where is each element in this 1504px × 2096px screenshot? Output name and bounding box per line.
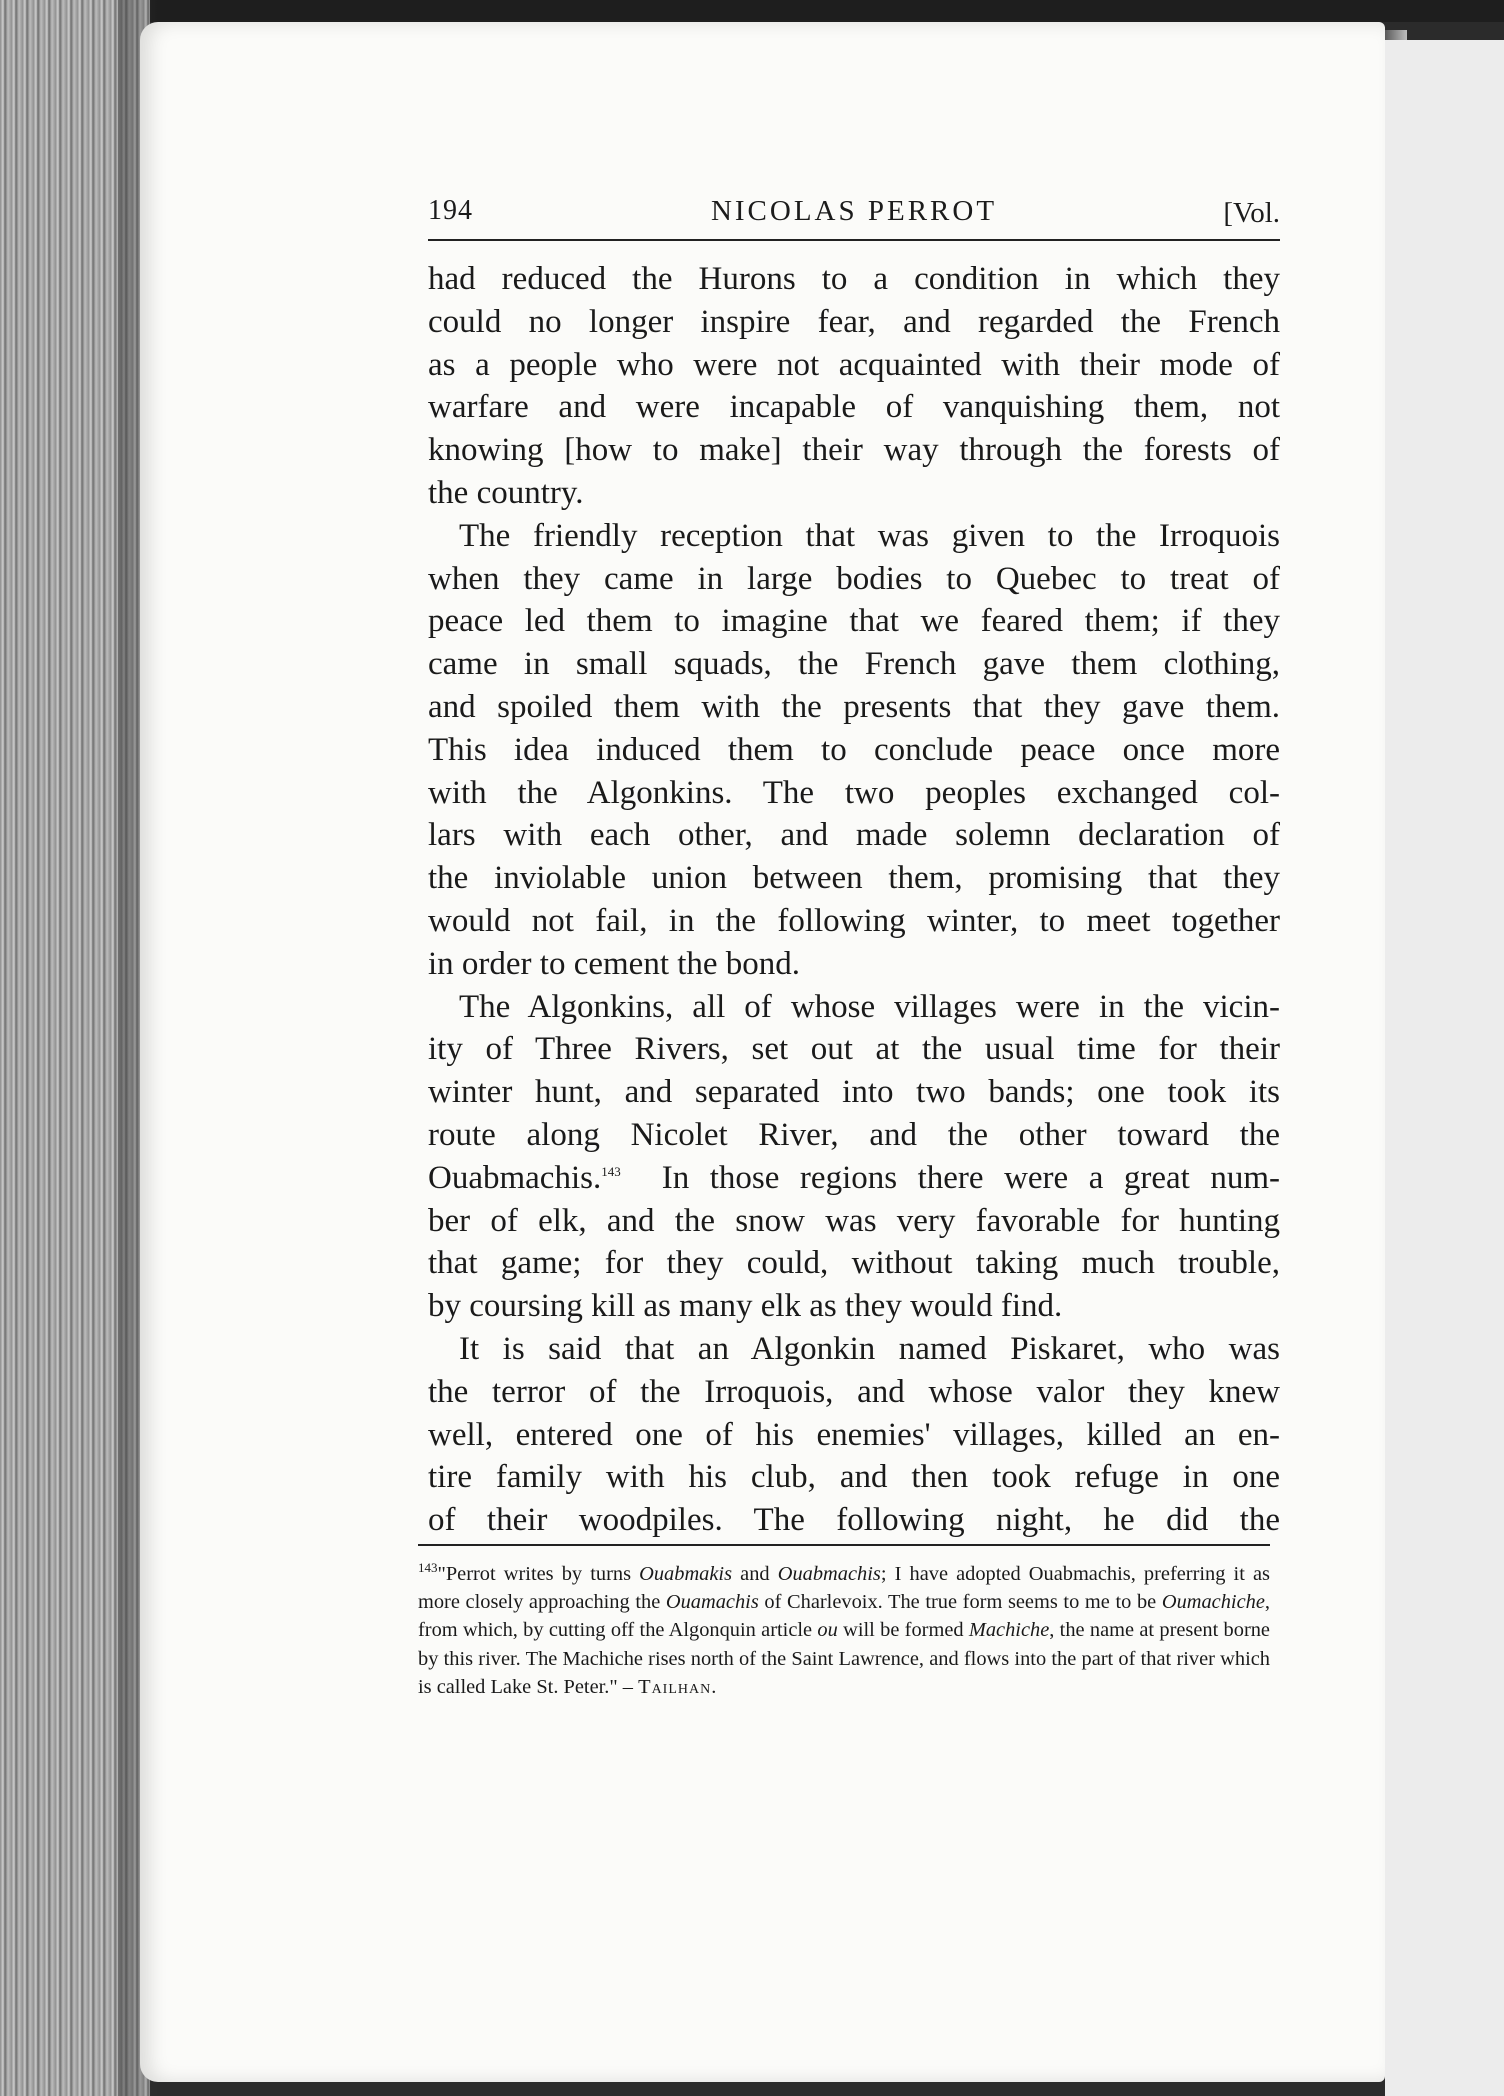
footnote-fragment: and: [732, 1563, 778, 1585]
footnote-number: 143: [418, 1560, 438, 1576]
text-line: when they came in large bodies to Quebec to treat of: [428, 560, 1280, 597]
text-line: came in small squads, the French gave them clothing,: [428, 646, 1280, 683]
text-line: that game; for they could, without taking much trouble,: [428, 1245, 1280, 1282]
text-line: route along Nicolet River, and the other toward the: [428, 1116, 1280, 1153]
running-title: NICOLAS PERROT: [710, 195, 998, 227]
text-line: would not fail, in the following winter, to meet together: [428, 902, 1280, 939]
text-line: ity of Three Rivers, set out at the usual time for their: [428, 1031, 1280, 1068]
paragraph: [428, 1328, 1280, 1542]
text-line: of their woodpiles. The following night, he did the: [428, 1502, 1280, 1539]
facing-page-edge: [1385, 40, 1504, 2096]
paragraph: [428, 258, 1280, 515]
text-line: It is said that an Algonkin named Piskaret, who was: [459, 1330, 1280, 1367]
footnote-fragment: of Charlevoix. The true form seems to me to be: [758, 1591, 1162, 1614]
text-line: The Algonkins, all of whose villages were in the vicin-: [459, 988, 1280, 1025]
footnote-reference: 143: [601, 1163, 621, 1179]
text-line: knowing [how to make] their way through the forests of: [428, 432, 1280, 469]
text-line: and spoiled them with the presents that they gave them.: [428, 688, 1280, 725]
text-line: peace led them to imagine that we feared them; if they: [428, 603, 1280, 640]
running-header: [428, 193, 1280, 241]
footnote-italic: Ouamachis: [665, 1591, 759, 1614]
text-line-with-note: [428, 1157, 1280, 1200]
main-text: [428, 258, 1280, 1542]
text-line: warfare and were incapable of vanquishing them, not: [428, 389, 1280, 426]
footnote-italic: Ouabmakis: [639, 1563, 733, 1585]
text-line: The friendly reception that was given to the Irroquois: [459, 517, 1280, 554]
page-number: 194: [428, 195, 473, 226]
text-line: This idea induced them to conclude peace once more: [428, 731, 1280, 768]
text-line: tire family with his club, and then took refuge in one: [428, 1459, 1280, 1496]
text-line: by coursing kill as many elk as they would find.: [428, 1288, 1063, 1325]
text-line: the country.: [428, 474, 584, 511]
text-line: could no longer inspire fear, and regarded the French: [428, 303, 1280, 340]
footnote-italic: Machiche: [968, 1619, 1050, 1642]
footnote-italic: Ouabmachis: [777, 1563, 881, 1585]
text-line: ber of elk, and the snow was very favorable for hunting: [428, 1202, 1280, 1239]
text-line: in order to cement the bond.: [428, 945, 801, 982]
footnote-italic: ou: [817, 1619, 838, 1642]
text-line: with the Algonkins. The two peoples exchanged col-: [428, 774, 1280, 811]
footnote-fragment: ; I have adopted Ouabmachis, preferring it as more closely approaching the: [418, 1563, 1270, 1614]
footnote-fragment: , from which, by cutting off the Algonquin article: [418, 1591, 1271, 1642]
paragraph: [428, 986, 1280, 1328]
footnote-fragment: will be formed: [837, 1619, 969, 1642]
text-line: the inviolable union between them, promising that they: [428, 860, 1280, 897]
text-line: the terror of the Irroquois, and whose valor they knew: [428, 1373, 1280, 1410]
footnote-fragment: , the name at present borne by this river. The Machiche rises north of the Saint Lawrence, and flows into the part of that river which is called Lake St. Peter." –: [418, 1619, 1270, 1698]
paragraph: [428, 515, 1280, 986]
text-fragment: In those regions there were a great num-: [661, 1159, 1281, 1196]
text-line: had reduced the Hurons to a condition in which they: [428, 261, 1280, 297]
footnote-fragment: "Perrot writes by turns: [437, 1563, 640, 1585]
scan-top-edge: [0, 0, 1504, 22]
footnote-italic: Oumachiche: [1161, 1591, 1265, 1614]
text-line: well, entered one of his enemies' villages, killed an en-: [428, 1416, 1280, 1453]
footnote-author: Tailhan.: [638, 1675, 718, 1698]
text-line: lars with each other, and made solemn declaration of: [428, 817, 1280, 854]
footnote: [418, 1544, 1270, 1701]
footnote-text: [418, 1560, 1270, 1701]
text-line: winter hunt, and separated into two bands; one took its: [428, 1074, 1280, 1111]
volume-label: [Vol.: [1223, 197, 1280, 229]
text-line: as a people who were not acquainted with their mode of: [428, 346, 1280, 383]
text-fragment: Ouabmachis.: [428, 1159, 602, 1196]
